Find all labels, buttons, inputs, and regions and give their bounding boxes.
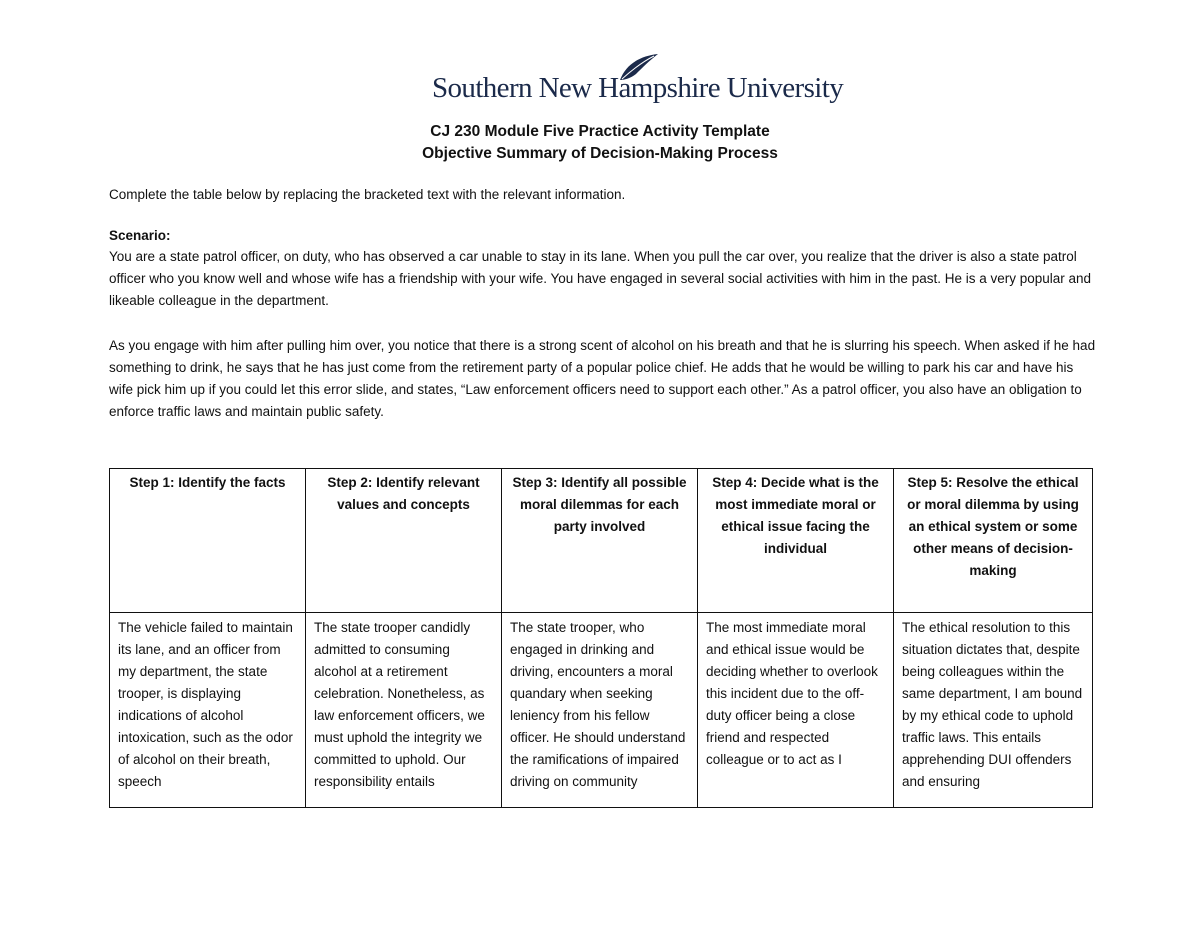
cell-step-3-text: The state trooper, who engaged in drinking and driving, encounters a moral quandary when seeking leniency from his fellow officer. He should understand the ramifications of impaired driving on community bbox=[510, 620, 686, 789]
header-step-4: Step 4: Decide what is the most immediate moral or ethical issue facing the individual bbox=[698, 469, 894, 613]
scenario-paragraph-2: As you engage with him after pulling him over, you notice that there is a strong scent of alcohol on his breath and that he is slurring his speech. When asked if he had something to drink, he says that he has just come from the retirement party of a popular police chief. He adds that he would be willing to park his car and have his wife pick him up if you could let this error slide, and states, “Law enforcement officers need to support each other.” As a patrol officer, you also have an obligation to enforce traffic laws and maintain public safety. bbox=[109, 338, 1096, 419]
cell-step-5-text: The ethical resolution to this situation dictates that, despite being colleagues within the same department, I am bound by my ethical code to uphold traffic laws. This entails apprehending DUI offenders and ensuring bbox=[902, 620, 1083, 789]
scenario-heading: Scenario: bbox=[109, 228, 171, 243]
document-title-block bbox=[0, 121, 1200, 165]
cell-step-1[interactable] bbox=[110, 613, 306, 808]
document-subtitle: Objective Summary of Decision-Making Process bbox=[422, 145, 778, 162]
cell-step-5[interactable] bbox=[894, 613, 1093, 808]
university-logo bbox=[432, 52, 844, 112]
header-step-3: Step 3: Identify all possible moral dilemmas for each party involved bbox=[502, 469, 698, 613]
cell-step-2-text: The state trooper candidly admitted to consuming alcohol at a retirement celebration. Nonetheless, as law enforcement officers, we must uphold the integrity we committed to uphold. Our responsibility entails bbox=[314, 620, 485, 789]
decision-steps-table bbox=[109, 468, 1093, 808]
scenario-paragraph-1: You are a state patrol officer, on duty, who has observed a car unable to stay in its lane. When you pull the car over, you realize that the driver is also a state patrol officer who you know well and whose wife has a friendship with your wife. You have engaged in several social activities with him in the past. He is a very popular and likeable colleague in the department. bbox=[109, 249, 1092, 308]
cell-step-4[interactable] bbox=[698, 613, 894, 808]
document-title: CJ 230 Module Five Practice Activity Template bbox=[430, 123, 770, 140]
cell-step-2[interactable] bbox=[306, 613, 502, 808]
instructions-text: Complete the table below by replacing the bracketed text with the relevant information. bbox=[109, 187, 626, 202]
logo-text: Southern New Hampshire University bbox=[432, 72, 844, 104]
cell-step-1-text: The vehicle failed to maintain its lane, and an officer from my department, the state trooper, is displaying indications of alcohol intoxication, such as the odor of alcohol on their breath, speech bbox=[118, 620, 293, 789]
table-row bbox=[110, 613, 1093, 808]
header-step-1: Step 1: Identify the facts bbox=[110, 469, 306, 613]
table-header-row bbox=[110, 469, 1093, 613]
header-step-5: Step 5: Resolve the ethical or moral dilemma by using an ethical system or some other means of decision-making bbox=[894, 469, 1093, 613]
cell-step-4-text: The most immediate moral and ethical issue would be deciding whether to overlook this incident due to the off-duty officer being a close friend and respected colleague or to act as I bbox=[706, 620, 878, 767]
cell-step-3[interactable] bbox=[502, 613, 698, 808]
header-step-2: Step 2: Identify relevant values and concepts bbox=[306, 469, 502, 613]
